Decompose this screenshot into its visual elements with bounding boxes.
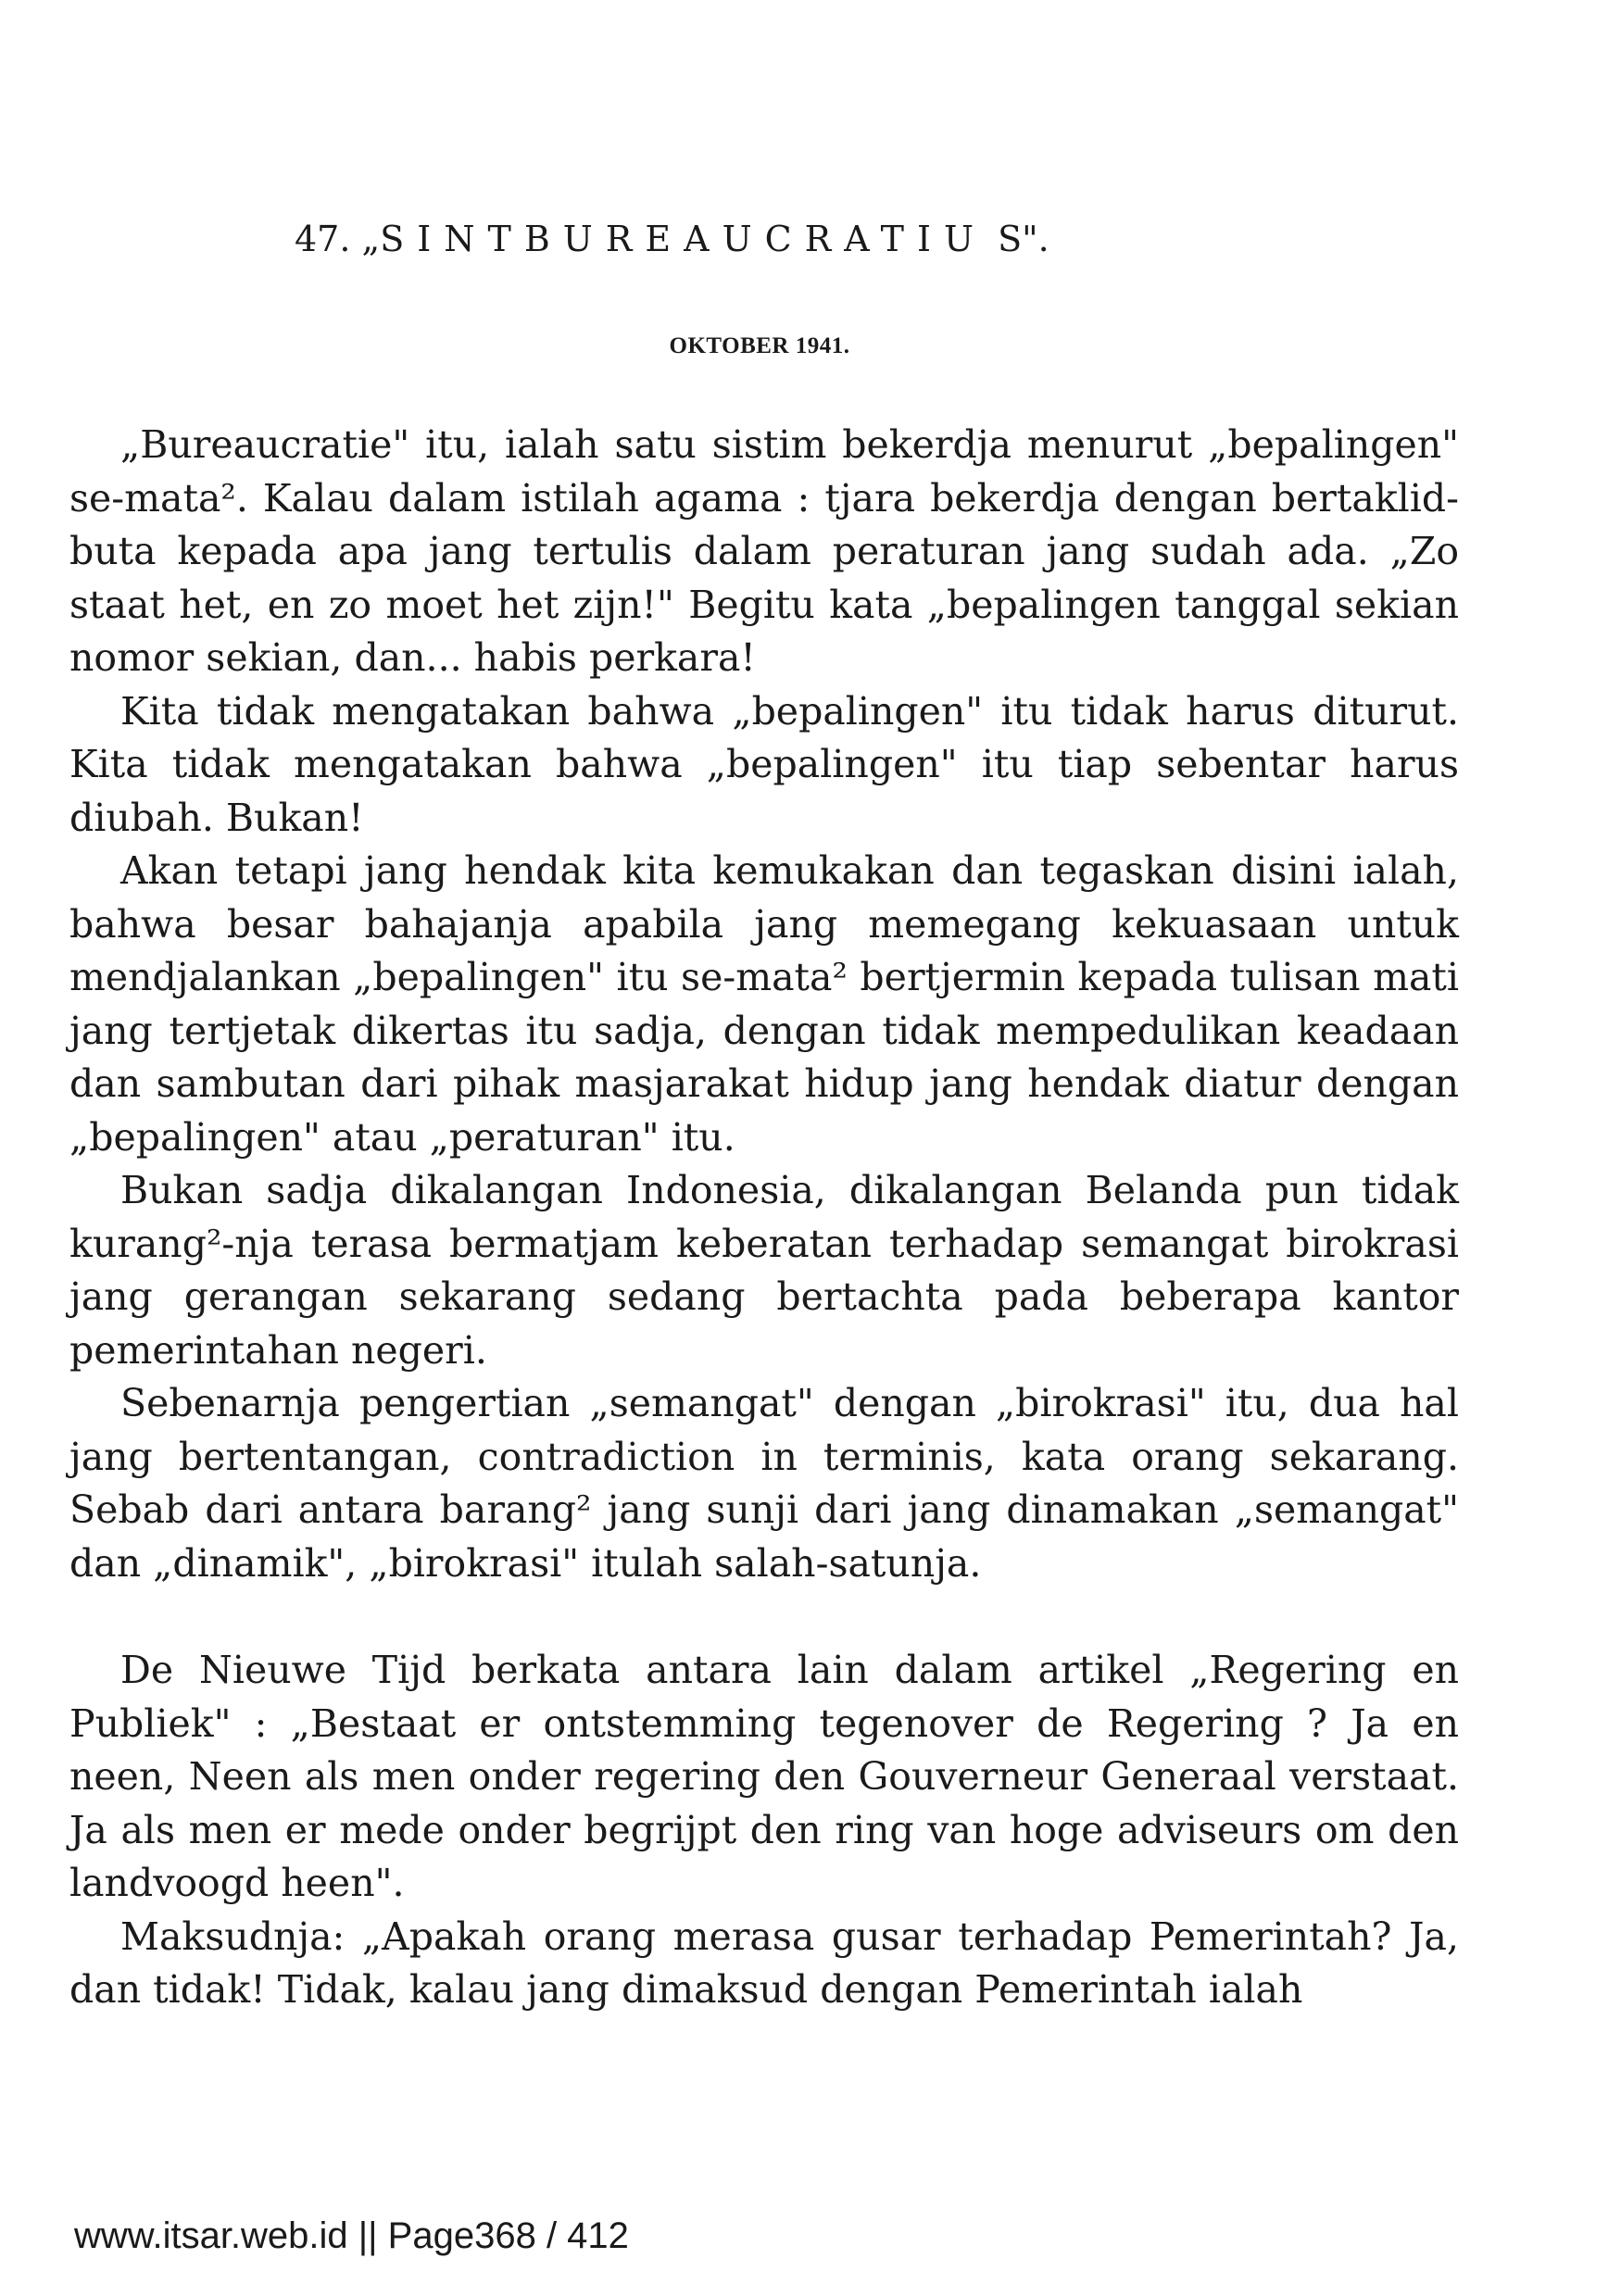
title-spaced: SINTBUREAUCRATIU (380, 219, 987, 259)
paragraph: Maksudnja: „Apakah orang merasa gusar terhadap Pemerintah? Ja, dan tidak! Tidak, kalau jang dimaksud dengan Pemerintah ialah (69, 1913, 1459, 2012)
article-body (69, 419, 1459, 2017)
paragraph: De Nieuwe Tijd berkata antara lain dalam artikel „Regering en Publiek" : „Bestaat er ontstemming tegenover de Regering ? Ja en neen, Neen als men onder regering den Gouverneur Generaal verstaat. Ja als men er mede onder begrijpt den ring van hoge adviseurs om den landvoogd heen". (69, 1648, 1459, 1905)
paragraph: „Bureaucratie" itu, ialah satu sistim bekerdja menurut „bepalingen" se-mata². Kalau dalam istilah agama : tjara bekerdja dengan bertaklid-buta kepada apa jang tertulis dalam peraturan jang sudah ada. „Zo staat het, en zo moet het zijn!" Begitu kata „bepalingen tanggal sekian nomor sekian, dan... habis perkara! (69, 422, 1459, 680)
paragraph: Kita tidak mengatakan bahwa „bepalingen" itu tidak harus diturut. Kita tidak mengatakan bahwa „bepalingen" itu tiap sebentar harus diubah. Bukan! (69, 688, 1459, 840)
paragraph: Akan tetapi jang hendak kita kemukakan dan tegaskan disini ialah, bahwa besar bahajanja apabila jang memegang kekuasaan untuk mendjalankan „bepalingen" itu se-mata² bertjermin kepada tulisan mati jang tertjetak dikertas itu sadja, dengan tidak mempedulikan keadaan dan sambutan dari pihak masjarakat hidup jang hendak diatur dengan „bepalingen" atau „peraturan" itu. (69, 848, 1459, 1160)
page-footer: www.itsar.web.id || Page368 / 412 (74, 2215, 629, 2256)
title-prefix: 47. „ (295, 219, 381, 259)
article-title (295, 219, 1049, 259)
article-date: OKTOBER 1941. (669, 333, 850, 358)
paragraph: Bukan sadja dikalangan Indonesia, dikalangan Belanda pun tidak kurang²-nja terasa bermatjam keberatan terhadap semangat birokrasi jang gerangan sekarang sedang bertachta pada beberapa kantor pemerintahan negeri. (69, 1168, 1459, 1373)
paragraph: Sebenarnja pengertian „semangat" dengan „birokrasi" itu, dua hal jang bertentangan, contradiction in terminis, kata orang sekarang. Sebab dari antara barang² jang sunji dari jang dinamakan „semangat" dan „dinamik", „birokrasi" itulah salah-satunja. (69, 1381, 1459, 1586)
title-suffix: S". (986, 219, 1049, 259)
